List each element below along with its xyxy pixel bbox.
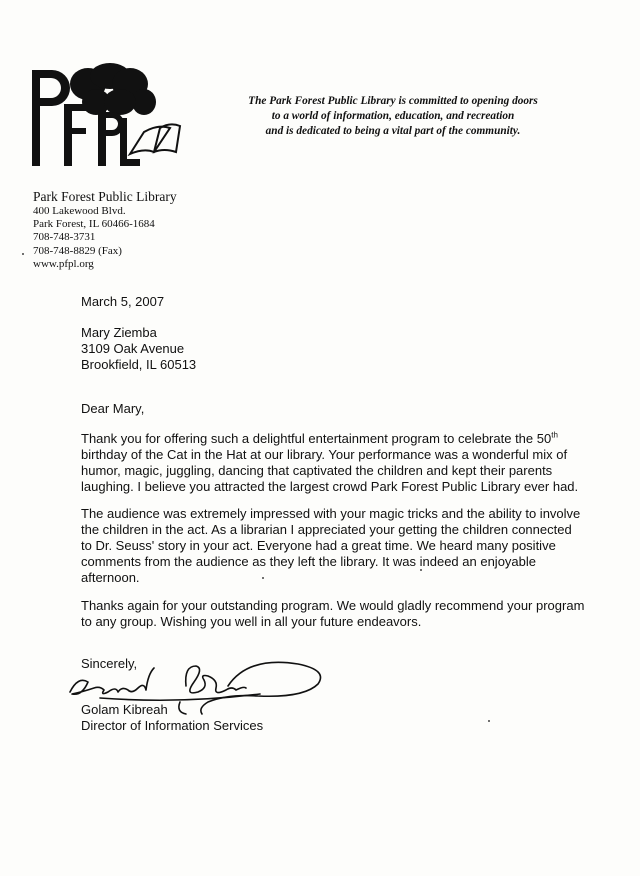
library-logo <box>26 62 186 180</box>
scan-speck <box>488 720 490 722</box>
ordinal-suffix: th <box>551 430 558 440</box>
body-paragraph-2 <box>81 506 596 586</box>
open-book-icon <box>130 124 180 154</box>
mission-line: to a world of information, education, and recreation <box>271 110 515 122</box>
address-city: Park Forest, IL 60466-1684 <box>33 218 155 231</box>
address-street: 400 Lakewood Blvd. <box>33 205 126 217</box>
website-link[interactable]: www.pfpl.org <box>33 257 94 270</box>
phone-number: 708-748-3731 <box>33 231 96 244</box>
signer-block <box>81 702 581 734</box>
logo-text: PFPL <box>26 62 29 63</box>
mission-line: and is dedicated to being a vital part of the community. <box>265 125 521 137</box>
recipient-name: Mary Ziemba <box>81 325 157 340</box>
recipient-address <box>81 325 581 373</box>
mission-line: The Park Forest Public Library is committed to opening doors <box>248 95 538 107</box>
paragraph-line: to any group. Wishing you well in all your future endeavors. <box>81 614 422 629</box>
salutation: Dear Mary, <box>81 401 145 416</box>
library-address <box>33 188 177 271</box>
paragraph-line: Thank you for offering such a delightful entertainment program to celebrate the 50th <box>81 430 558 446</box>
letter-date: March 5, 2007 <box>81 294 165 309</box>
paragraph-line: to Dr. Seuss' story in your act. Everyone had a great time. We heard many positive <box>81 538 556 553</box>
signer-name: Golam Kibreah <box>81 702 168 717</box>
paragraph-line: humor, magic, juggling, dancing that captivated the children and kept their parents <box>81 463 553 478</box>
paragraph-line: Thanks again for your outstanding program. We would gladly recommend your program <box>81 598 585 613</box>
org-name: Park Forest Public Library <box>33 189 177 204</box>
paragraph-line: the children in the act. As a librarian I appreciated your getting the children connected <box>81 522 572 537</box>
fax-number: 708-748-8829 (Fax) <box>33 244 122 257</box>
scan-speck <box>420 569 422 571</box>
paragraph-line: laughing. I believe you attracted the largest crowd Park Forest Public Library ever had. <box>81 479 579 494</box>
paragraph-line: afternoon. <box>81 570 140 585</box>
closing: Sincerely, <box>81 656 138 671</box>
paragraph-line: The audience was extremely impressed with your magic tricks and the ability to involve <box>81 506 581 521</box>
paragraph-line: birthday of the Cat in the Hat at our library. Your performance was a wonderful mix of <box>81 447 568 462</box>
body-paragraph-3 <box>81 598 596 630</box>
body-paragraph-1 <box>81 431 596 495</box>
signer-title: Director of Information Services <box>81 718 264 733</box>
scan-speck <box>22 253 24 255</box>
recipient-street: 3109 Oak Avenue <box>81 341 185 356</box>
scan-speck <box>262 577 264 579</box>
mission-statement <box>228 94 558 139</box>
paragraph-line: comments from the audience as they left the library. It was indeed an enjoyable <box>81 554 537 569</box>
recipient-city: Brookfield, IL 60513 <box>81 357 197 372</box>
